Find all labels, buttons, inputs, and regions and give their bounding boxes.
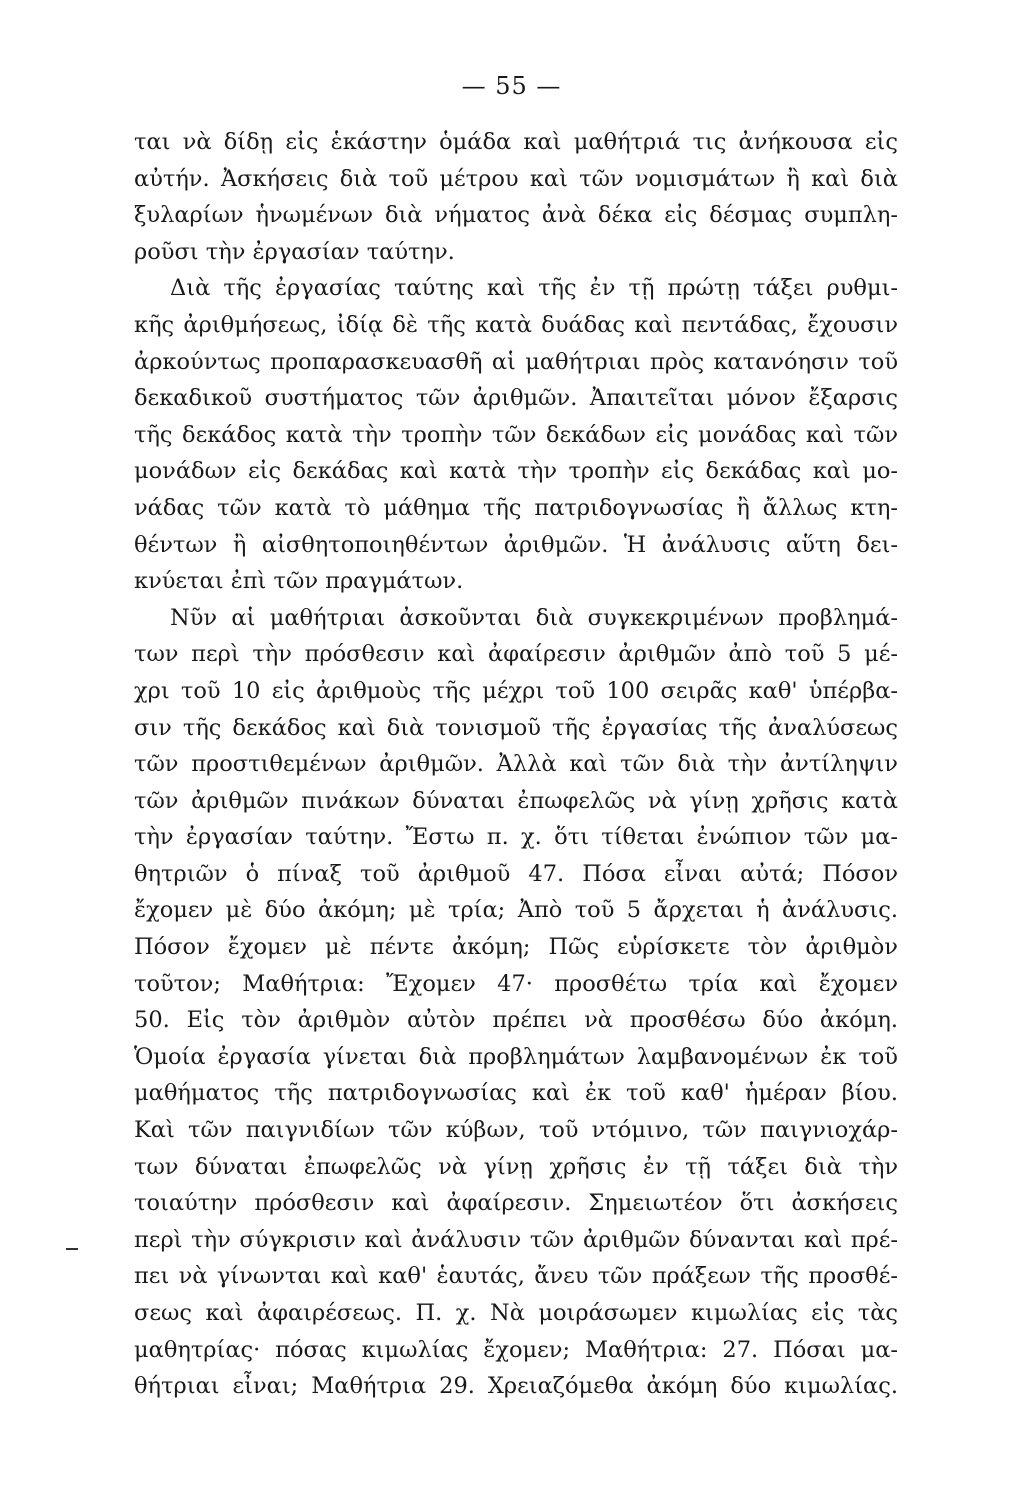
text-line: ἀρκούντως προπαρασκευασθῆ αἱ μαθήτριαι πρὸς κατανόησιν τοῦ [134, 348, 898, 375]
text-line: Πόσον ἔχομεν μὲ πέντε ἀκόμη; Πῶς εὑρίσκετε τὸν ἀριθμὸν [134, 934, 898, 961]
text-line: ροῦσι τὴν ἐργασίαν ταύτην. [134, 238, 455, 265]
text-line: Ὁμοία ἐργασία γίνεται διὰ προβλημάτων λαμβανομένων ἐκ τοῦ [134, 1043, 898, 1070]
page-number: — 55 — [461, 72, 562, 100]
text-line: ται νὰ δίδῃ εἰς ἑκάστην ὁμάδα καὶ μαθήτριά τις ἀνήκουσα εἰς [134, 129, 898, 155]
text-line: Νῦν αἱ μαθήτριαι ἀσκοῦνται διὰ συγκεκριμένων προβλημά- [170, 604, 898, 631]
text-line: σεως καὶ ἀφαιρέσεως. Π. χ. Νὰ μοιράσωμεν κιμωλίας εἰς τὰς [134, 1300, 898, 1326]
text-line: τοῦτον; Μαθήτρια: Ἔχομεν 47· προσθέτω τρία καὶ ἔχομεν [134, 970, 898, 997]
text-line: ξυλαρίων ἡνωμένων διὰ νήματος ἀνὰ δέκα εἰς δέσμας συμπλη- [134, 202, 898, 229]
text-line: περὶ τὴν σύγκρισιν καὶ ἀνάλυσιν τῶν ἀριθμῶν δύνανται καὶ πρέ- [134, 1226, 898, 1253]
text-line: μαθητρίας· πόσας κιμωλίας ἔχομεν; Μαθήτρια: 27. Πόσαι μα- [134, 1336, 898, 1363]
text-line: κῆς ἀριθμήσεως, ἰδίᾳ δὲ τῆς κατὰ δυάδας καὶ πεντάδας, ἔχουσιν [134, 311, 898, 338]
text-line: πει νὰ γίνωνται καὶ καθ' ἑαυτάς, ἄνευ τῶν πράξεων τῆς προσθέ- [134, 1263, 898, 1290]
text-line: τῆς δεκάδος κατὰ τὴν τροπὴν τῶν δεκάδων εἰς μονάδας καὶ τῶν [134, 421, 898, 448]
text-line: Διὰ τῆς ἐργασίας ταύτης καὶ τῆς ἐν τῇ πρώτῃ τάξει ρυθμι- [170, 275, 898, 302]
text-line: κνύεται ἐπὶ τῶν πραγμάτων. [134, 568, 464, 595]
text-line: Καὶ τῶν παιγνιδίων τῶν κύβων, τοῦ ντόμινο, τῶν παιγνιοχάρ- [134, 1117, 898, 1144]
text-line: θέντων ἢ αἰσθητοποιηθέντων ἀριθμῶν. Ἡ ἀνάλυσις αὕτη δει- [134, 531, 898, 558]
text-line: τῶν προστιθεμένων ἀριθμῶν. Ἀλλὰ καὶ τῶν διὰ τὴν ἀντίληψιν [134, 751, 898, 778]
text-line: αὐτήν. Ἀσκήσεις διὰ τοῦ μέτρου καὶ τῶν νομισμάτων ἢ καὶ διὰ [134, 165, 898, 192]
text-line: μαθήματος τῆς πατριδογνωσίας καὶ ἐκ τοῦ καθ' ἡμέραν βίου. [134, 1080, 898, 1107]
text-line: σιν τῆς δεκάδος καὶ διὰ τονισμοῦ τῆς ἐργασίας τῆς ἀναλύσεως [134, 714, 898, 741]
text-line: ἔχομεν μὲ δύο ἀκόμη; μὲ τρία; Ἀπὸ τοῦ 5 ἄρχεται ἡ ἀνάλυσις. [134, 897, 898, 924]
text-line: χρι τοῦ 10 εἰς ἀριθμοὺς τῆς μέχρι τοῦ 100 σειρᾶς καθ' ὑπέρβα- [134, 677, 898, 704]
body-text [134, 124, 898, 1405]
text-line: δεκαδικοῦ συστήματος τῶν ἀριθμῶν. Ἀπαιτεῖται μόνον ἔξαρσις [134, 385, 898, 412]
text-line: των δύναται ἐπωφελῶς νὰ γίνῃ χρῆσις ἐν τῇ τάξει διὰ τὴν [134, 1153, 898, 1180]
text-line: τὴν ἐργασίαν ταύτην. Ἔστω π. χ. ὅτι τίθεται ἐνώπιον τῶν μα- [134, 824, 898, 851]
text-line: θήτριαι εἶναι; Μαθήτρια 29. Χρειαζόμεθα ἀκόμη δύο κιμωλίας. [134, 1373, 898, 1400]
text-line: θητριῶν ὁ πίναξ τοῦ ἀριθμοῦ 47. Πόσα εἶναι αὐτά; Πόσον [134, 860, 898, 887]
margin-mark [66, 1248, 78, 1250]
text-line: τοιαύτην πρόσθεσιν καὶ ἀφαίρεσιν. Σημειωτέον ὅτι ἀσκήσεις [134, 1190, 898, 1217]
text-line: των περὶ τὴν πρόσθεσιν καὶ ἀφαίρεσιν ἀριθμῶν ἀπὸ τοῦ 5 μέ- [134, 641, 898, 668]
text-line: νάδας τῶν κατὰ τὸ μάθημα τῆς πατριδογνωσίας ἢ ἄλλως κτη- [134, 494, 898, 521]
text-line: μονάδων εἰς δεκάδας καὶ κατὰ τὴν τροπὴν εἰς δεκάδας καὶ μο- [134, 458, 898, 485]
text-line: τῶν ἀριθμῶν πινάκων δύναται ἐπωφελῶς νὰ γίνῃ χρῆσις κατὰ [134, 787, 898, 814]
text-line: 50. Εἰς τὸν ἀριθμὸν αὐτὸν πρέπει νὰ προσθέσω δύο ἀκόμη. [134, 1007, 898, 1034]
